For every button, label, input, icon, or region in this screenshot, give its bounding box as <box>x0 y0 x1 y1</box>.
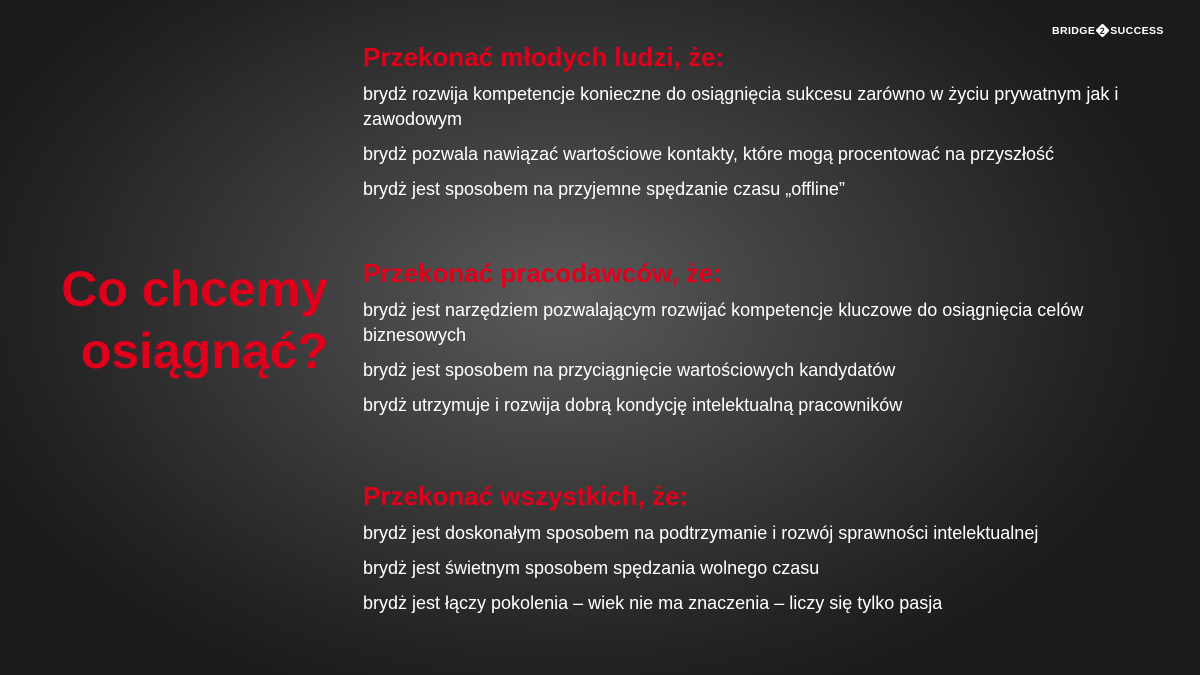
svg-text:2: 2 <box>1100 26 1106 36</box>
bullet-item: brydż jest narzędziem pozwalającym rozwijać kompetencje kluczowe do osiągnięcia celów biznesowych <box>363 300 1084 345</box>
logo-2-icon <box>1096 24 1109 37</box>
bullet-item: brydż utrzymuje i rozwija dobrą kondycję intelektualną pracowników <box>363 395 903 415</box>
logo-text-bridge: BRIDGE <box>1052 24 1096 37</box>
slide-title-line-2: osiągnąć? <box>80 323 328 379</box>
bullet-item: brydż jest sposobem na przyjemne spędzanie czasu „offline” <box>363 179 845 199</box>
section-heading: Przekonać młodych ludzi, że: <box>363 42 725 72</box>
slide-title <box>28 258 328 382</box>
bullet-item: brydż jest świetnym sposobem spędzania wolnego czasu <box>363 558 820 578</box>
section-employers <box>363 258 1183 418</box>
slide-title-line-1: Co chcemy <box>61 261 328 317</box>
logo-text-success: SUCCESS <box>1110 24 1164 37</box>
section-heading: Przekonać pracodawców, że: <box>363 258 722 288</box>
bullet-item: brydż jest łączy pokolenia – wiek nie ma znaczenia – liczy się tylko pasja <box>363 593 943 613</box>
bullet-list <box>363 298 1183 418</box>
bridge2success-logo <box>1052 24 1164 37</box>
bullet-item: brydż pozwala nawiązać wartościowe kontakty, które mogą procentować na przyszłość <box>363 144 1054 164</box>
section-young-people <box>363 42 1183 202</box>
bullet-item: brydż jest doskonałym sposobem na podtrzymanie i rozwój sprawności intelektualnej <box>363 523 1039 543</box>
bullet-list <box>363 82 1183 202</box>
bullet-item: brydż rozwija kompetencje konieczne do osiągnięcia sukcesu zarówno w życiu prywatnym jak i zawodowym <box>363 84 1119 129</box>
bullet-item: brydż jest sposobem na przyciągnięcie wartościowych kandydatów <box>363 360 896 380</box>
section-heading: Przekonać wszystkich, że: <box>363 481 689 511</box>
section-everyone <box>363 481 1183 616</box>
bullet-list <box>363 521 1183 616</box>
